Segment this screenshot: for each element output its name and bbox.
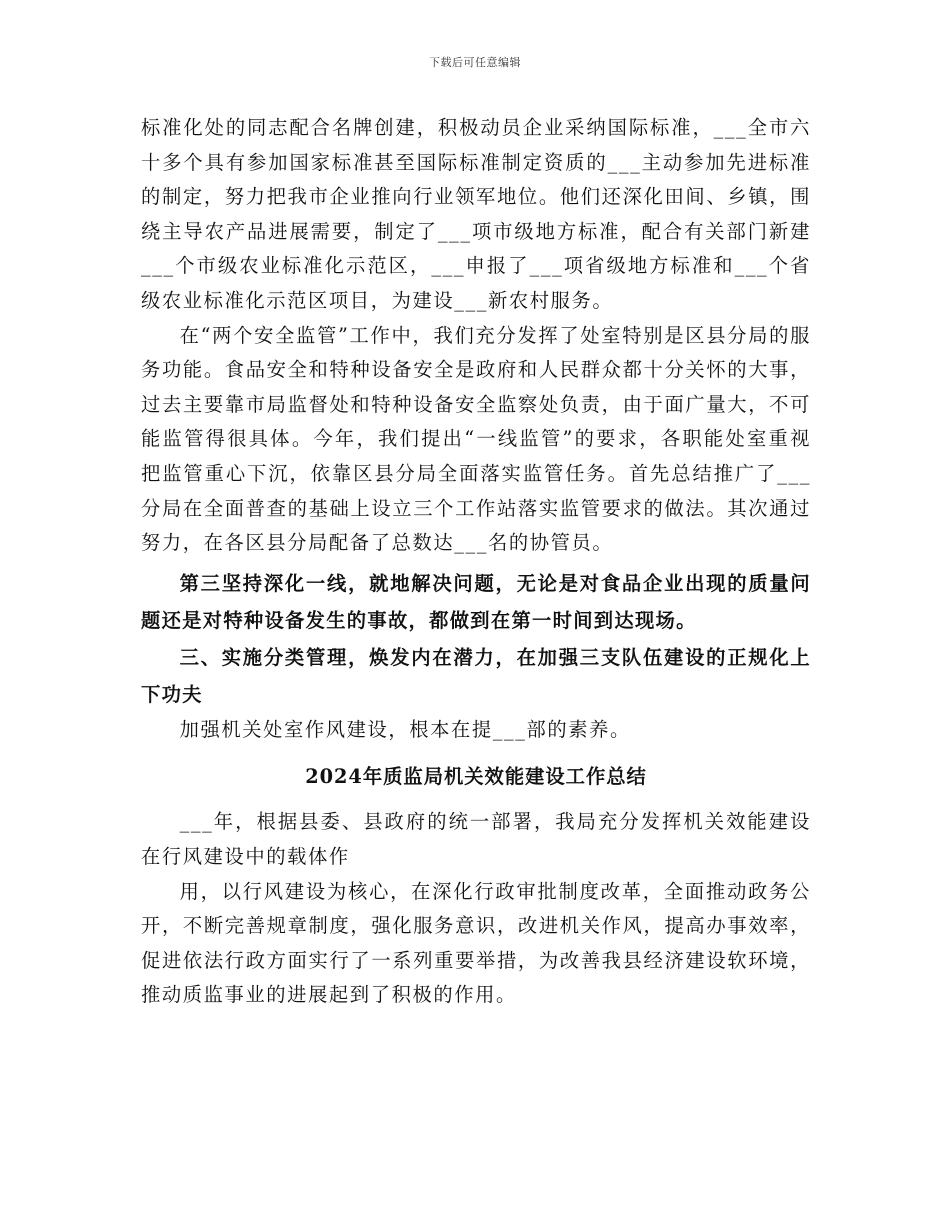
document-body bbox=[141, 111, 811, 1013]
paragraph-safety-supervision: 在“两个安全监管”工作中，我们充分发挥了处室特别是区县分局的服务功能。食品安全和特种设备安全是政府和人民群众都十分关怀的大事，过去主要靠市局监督处和特种设备安全监察处负责，由于面广量大，不可能监管得很具体。今年，我们提出“一线监管”的要求，各职能处室重视把监管重心下沉，依靠区县分局全面落实监管任务。首先总结推广了___分局在全面普查的基础上设立三个工作站落实监管要求的做法。其次通过努力，在各区县分局配备了总数达___名的协管员。 bbox=[141, 323, 811, 555]
page-header: 下载后可任意编辑 bbox=[429, 56, 521, 69]
paragraph-measures: 用，以行风建设为核心，在深化行政审批制度改革，全面推动政务公开，不断完善规章制度，强化服务意识，改进机关作风，提高办事效率，促进依法行政方面实行了一系列重要举措，为改善我县经济建设软环境，推动质监事业的进展起到了积极的作用。 bbox=[141, 879, 811, 1007]
paragraph-intro: ___年，根据县委、县政府的统一部署，我局充分发挥机关效能建设在行风建设中的载体作 bbox=[141, 810, 811, 868]
section-heading-three: 三、实施分类管理，焕发内在潜力，在加强三支队伍建设的正规化上下功夫 bbox=[141, 645, 811, 706]
paragraph-third-point: 第三坚持深化一线，就地解决问题，无论是对食品企业出现的质量问题还是对特种设备发生的事故，都做到在第一时间到达现场。 bbox=[141, 571, 811, 632]
document-title: 2024年质监局机关效能建设工作总结 bbox=[305, 765, 647, 789]
paragraph-work-style: 加强机关处室作风建设，根本在提___部的素养。 bbox=[179, 717, 631, 741]
paragraph-standardization: 标准化处的同志配合名牌创建，积极动员企业采纳国际标准，___全市六十多个具有参加国家标准甚至国际标准制定资质的___主动参加先进标准的制定，努力把我市企业推向行业领军地位。他们还深化田间、乡镇，围绕主导农产品进展需要，制定了___项市级地方标准，配合有关部门新建___个市级农业标准化示范区，___申报了___项省级地方标准和___个省级农业标准化示范区项目，为建设___新农村服务。 bbox=[141, 116, 811, 312]
